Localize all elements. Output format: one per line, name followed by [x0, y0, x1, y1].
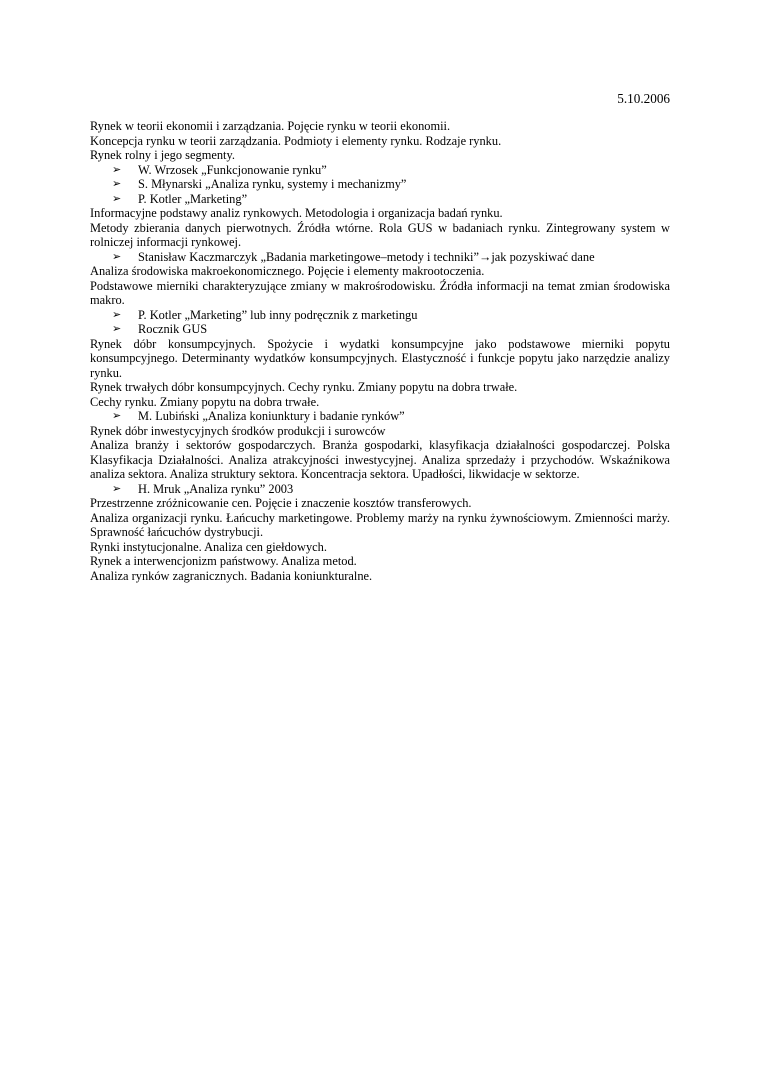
paragraph: Rynek dóbr konsumpcyjnych. Spożycie i wydatki konsumpcyjne jako podstawowe mierniki popytu konsumpcyjnego. Determinanty wydatków konsumpcyjnych. Elastyczność i funkcje popytu jako narzędzie analizy rynku.	[90, 336, 670, 380]
reference-text: S. Młynarski „Analiza rynku, systemy i mechanizmy”	[138, 177, 407, 191]
reference-text: W. Wrzosek „Funkcjonowanie rynku”	[138, 162, 327, 177]
reference-item	[90, 250, 670, 265]
paragraph: Analiza branży i sektorów gospodarczych. Branża gospodarki, klasyfikacja działalności gospodarczej. Polska Klasyfikacja Działalności. Analiza atrakcyjności inwestycyjnej. Analiza sprzedaży i przychodów. Wskaźnikowa analiza sektora. Analiza struktury sektora. Koncentracja sektora. Upadłości, likwidacje w sektorze.	[90, 438, 670, 481]
paragraph: Analiza środowiska makroekonomicznego. Pojęcie i elementy makrootoczenia.	[90, 264, 485, 278]
reference-text: P. Kotler „Marketing”	[138, 191, 248, 206]
reference-item	[90, 482, 670, 497]
paragraph: Metody zbierania danych pierwotnych. Źródła wtórne. Rola GUS w badaniach rynku. Zintegrowany system w rolniczej informacji rynkowej.	[90, 220, 670, 249]
document-date: 5.10.2006	[617, 91, 670, 106]
paragraph: Rynek rolny i jego segmenty.	[90, 148, 235, 162]
reference-list	[90, 482, 670, 497]
paragraph: Podstawowe mierniki charakteryzujące zmiany w makrośrodowisku. Źródła informacji na temat zmian środowiska makro.	[90, 278, 670, 307]
reference-item	[90, 177, 670, 192]
paragraph: Rynek dóbr inwestycyjnych środków produkcji i surowców	[90, 423, 386, 438]
arrow-bullet-icon: ➢	[112, 410, 122, 422]
reference-text: H. Mruk „Analiza rynku” 2003	[138, 481, 294, 496]
arrow-bullet-icon: ➢	[112, 323, 122, 335]
reference-text: Stanisław Kaczmarczyk „Badania marketingowe–metody i techniki”→jak pozyskiwać dane	[138, 249, 595, 264]
reference-text: Rocznik GUS	[138, 322, 208, 336]
arrow-bullet-icon: ➢	[112, 308, 122, 321]
paragraph: Rynek trwałych dóbr konsumpcyjnych. Cechy rynku. Zmiany popytu na dobra trwałe.	[90, 380, 518, 394]
reference-list	[90, 409, 670, 424]
arrow-bullet-icon: ➢	[112, 178, 122, 190]
paragraph: Cechy rynku. Zmiany popytu na dobra trwałe.	[90, 394, 320, 409]
document-body	[90, 119, 670, 583]
arrow-bullet-icon: ➢	[112, 482, 122, 495]
arrow-bullet-icon: ➢	[112, 250, 122, 263]
paragraph: Informacyjne podstawy analiz rynkowych. Metodologia i organizacja badań rynku.	[90, 206, 503, 220]
paragraph: Analiza organizacji rynku. Łańcuchy marketingowe. Problemy marży na rynku żywnościowym. Zmienności marży. Sprawność łańcuchów dystrybucji.	[90, 510, 670, 539]
arrow-bullet-icon: ➢	[112, 163, 122, 176]
paragraph: Rynek w teorii ekonomii i zarządzania. Pojęcie rynku w teorii ekonomii.	[90, 119, 451, 133]
reference-list	[90, 308, 670, 337]
paragraph: Rynki instytucjonalne. Analiza cen giełdowych.	[90, 539, 327, 554]
paragraph: Rynek a interwencjonizm państwowy. Analiza metod.	[90, 554, 357, 568]
reference-item	[90, 308, 670, 323]
paragraph: Analiza rynków zagranicznych. Badania koniunkturalne.	[90, 568, 373, 583]
reference-text: P. Kotler „Marketing” lub inny podręcznik z marketingu	[138, 307, 418, 322]
paragraph: Przestrzenne zróżnicowanie cen. Pojęcie i znaczenie kosztów transferowych.	[90, 496, 472, 510]
arrow-bullet-icon: ➢	[112, 192, 122, 205]
paragraph: Koncepcja rynku w teorii zarządzania. Podmioty i elementy rynku. Rodzaje rynku.	[90, 133, 502, 148]
reference-item	[90, 192, 670, 207]
reference-item	[90, 409, 670, 424]
reference-item	[90, 322, 670, 337]
reference-text: M. Lubiński „Analiza koniunktury i badanie rynków”	[138, 409, 405, 423]
reference-item	[90, 163, 670, 178]
reference-list	[90, 250, 670, 265]
reference-list	[90, 163, 670, 207]
